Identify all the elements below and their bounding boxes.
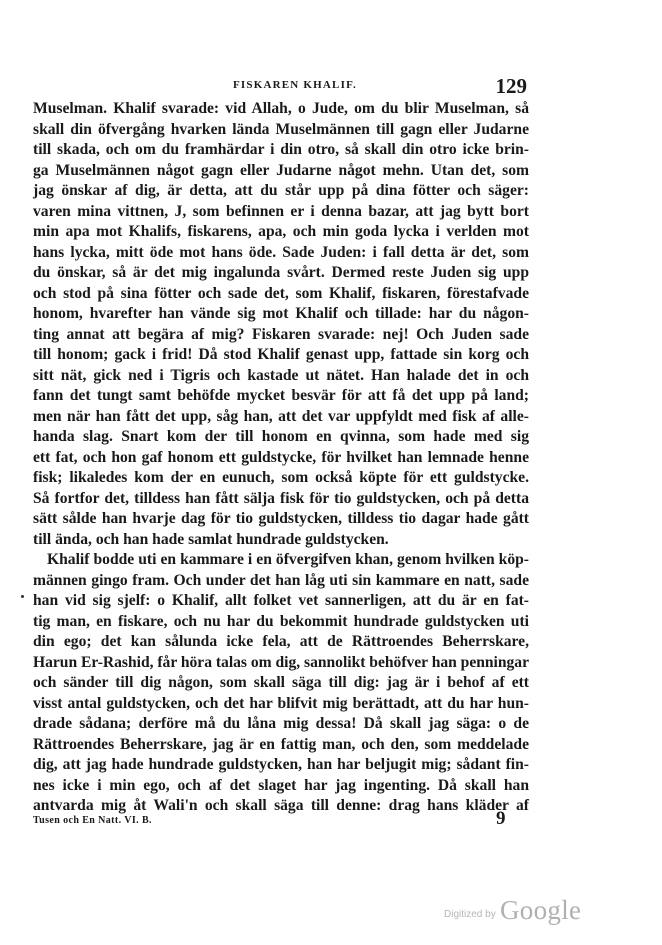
text-line: skall din öfvergång hvarken lända Muselmännen till gagn eller Judarne [33, 120, 529, 138]
text-line: honom, hvarefter han vände sig mot Khalif och tillade: har du någon- [33, 305, 529, 322]
text-line: sitt nät, gick ned i Tigris och kastade ut nätet. Han halade det in och [33, 366, 529, 384]
text-line: men när han fått det upp, såg han, att det var uppfyldt med fisk af alle- [33, 407, 529, 425]
running-header [33, 76, 527, 96]
signature-text: Tusen och En Natt. VI. B. [33, 815, 152, 826]
text-line: och sänder till dig någon, som skall säga till dig: jag är i behof af ett [33, 674, 529, 691]
text-line: drade sådana; derföre må du låna mig dessa! Då skall jag säga: o de [33, 715, 529, 732]
text-line: tig man, en fiskare, och nu har du bekommit hundrade guldstycken uti [33, 612, 529, 630]
text-line: du önskar, så är det mig ingalunda svårt. Dermed reste Juden sig upp [33, 264, 529, 281]
text-line: visst antal guldstycken, och det har blifvit mig berättadt, att du har hun- [33, 694, 529, 712]
text-line: ting annat att begära af mig? Fiskaren svarade: nej! Och Juden sade [33, 325, 529, 343]
google-logo: Google [500, 895, 582, 925]
text-line: och stod på sina fötter och sade det, som Khalif, fiskaren, förestafvade [33, 284, 529, 302]
text-line: till honom; gack i frid! Då stod Khalif genast upp, fattade sin korg och [33, 346, 529, 363]
text-line: din ego; det kan sålunda icke fela, att de Rättroendes Beherrskare, [33, 633, 529, 650]
signature-mark: 9 [496, 808, 506, 829]
paragraph-start-line: Khalif bodde uti en kammare i en öfvergifven khan, genom hvilken köp- [47, 551, 529, 568]
text-line: Så fortfor det, tilldess han fått sälja fisk för tio guldstycken, och på detta [33, 489, 529, 507]
text-line: antvarda mig åt Wali'n och skall säga till denne: drag hans kläder af [33, 797, 529, 814]
text-line: fisk; likaledes kom der en eunuch, som också köpte för ett guldstycke. [33, 469, 529, 486]
text-line: min apa mot Khalifs, fiskarens, apa, och min goda lycka i verlden mot [33, 223, 529, 240]
text-line: till skada, och om du framhärdar i din otro, så skall din otro icke brin- [33, 141, 529, 158]
text-line: fann det tungt samt behöfde mycket besvär för att få det upp på land; [33, 387, 529, 404]
margin-dot [21, 595, 24, 598]
text-line: nes icke i min ego, och af det slaget har jag ingenting. Då skall han [33, 776, 529, 794]
text-line: ga Muselmännen något gagn eller Judarne något mehn. Utan det, som [33, 161, 529, 179]
text-line: han vid sig sjelf: o Khalif, allt folket vet sannerligen, att du är en fat- [33, 592, 529, 609]
text-line: sätt sålde han hvarje dag för tio guldstycken, tilldess tio dagar hade gått [33, 510, 529, 527]
text-line: männen gingo fram. Och under det han låg uti sin kammare en natt, sade [33, 571, 529, 589]
text-line: Harun Er-Rashid, får höra talas om dig, sannolikt behöfver han penningar [33, 653, 529, 671]
text-line: dig, att jag hade hundrade guldstycken, han har beljugit mig; sådant fin- [33, 756, 529, 773]
paragraph-end-line: till ända, och han hade samlat hundrade guldstycken. [33, 530, 389, 548]
body-text [33, 99, 529, 817]
text-line: jag önskar af dig, är detta, att du står upp på dina fötter och säger: [33, 182, 529, 199]
text-line: handa slag. Snart kom der till honom en qvinna, som hade med sig [33, 428, 529, 445]
text-line: hans lycka, mitt öde mot hans öde. Sade Juden: i fall detta är det, som [33, 243, 529, 261]
text-line: varen mina vittnen, J, som befinnen er i denna bazar, att jag bytt bort [33, 202, 529, 220]
digitized-by-label: Digitized by [444, 909, 496, 920]
text-line: Muselman. Khalif svarade: vid Allah, o Jude, om du blir Muselman, så [33, 100, 529, 117]
text-line: ett fat, och hon gaf honom ett guldstycke, för hvilket han lemnade henne [33, 448, 529, 466]
footer-signature-line [33, 808, 527, 831]
running-title: FISKAREN KHALIF. [233, 79, 357, 91]
page-number: 129 [495, 74, 527, 98]
text-line: Rättroendes Beherrskare, jag är en fattig man, och den, som meddelade [33, 735, 529, 753]
